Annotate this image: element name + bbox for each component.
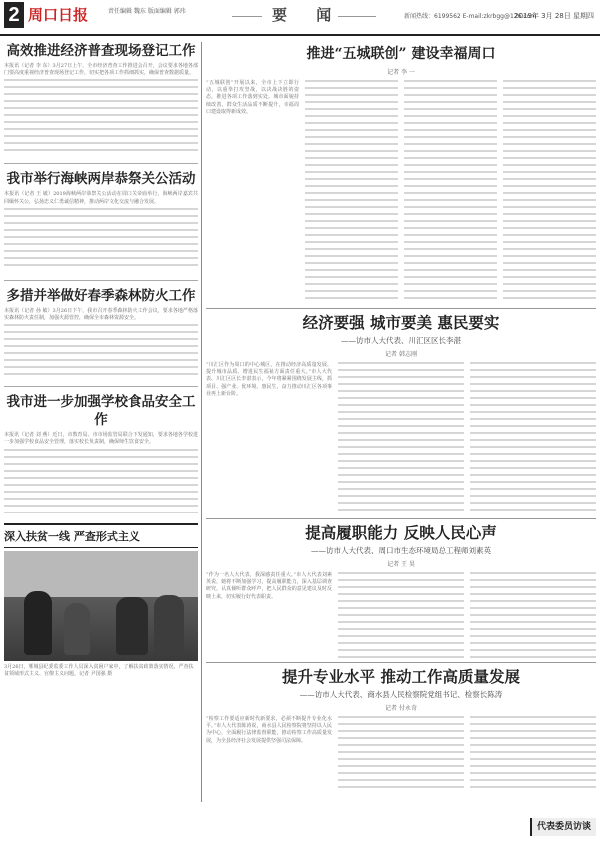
article-body: 本报讯（记者 刘 燕）近日，市教育局、市市场监管局联合下发通知，要求各地各学校进一步加强学校食品安全管理，落实校长负责制，确保师生饮食安全。 — [4, 432, 198, 446]
photo-person — [24, 591, 52, 655]
interview-chen-tao — [206, 667, 596, 788]
header-rule-left — [232, 16, 262, 17]
interview-text: “川汇区作为周口的中心城区，在推动经济高质量发展、提升城市品质、增进民生福祉方面责任重大。”市人大代表、川汇区区长李湛表示，今年将紧紧围绕发展主线，抓项目、强产业、优环境、惠民生，奋力推动川汇区各项事业再上新台阶。 — [206, 362, 332, 397]
interview-subtitle: ——访市人大代表、商水县人民检察院党组书记、检察长陈涛 — [299, 690, 503, 699]
column-filler — [338, 572, 464, 658]
article-forest-fire — [4, 287, 198, 376]
page-number: 2 — [4, 2, 24, 28]
article-title: 我市进一步加强学校食品安全工作 — [6, 394, 196, 429]
divider — [206, 518, 596, 519]
paper-name: 周口日报 — [28, 6, 89, 24]
article-text-filler — [4, 79, 198, 153]
lead-article — [206, 44, 596, 304]
divider — [206, 662, 596, 663]
article-body: 本报讯（记者 王 敏）2019海峡两岸恭祭关公活动在周口关帝庙举行，海峡两岸嘉宾共同缅怀关公，弘扬忠义仁勇诚信精神，推动两岸文化交流与融合发展。 — [4, 191, 198, 205]
interview-body — [206, 572, 596, 658]
column-filler — [470, 716, 596, 788]
interview-li-zhan — [206, 313, 596, 514]
interview-text: “作为一名人大代表，我深感责任重大。”市人大代表刘素英说，她将不断加强学习，提高履职能力，深入基层调查研究，认真倾听群众呼声，把人民群众的意见建议及时反映上来，切实履行好代表职责。 — [206, 572, 332, 600]
photo-title: 深入扶贫一线 严查形式主义 — [4, 523, 198, 548]
interview-liu-suying — [206, 523, 596, 658]
divider — [4, 280, 198, 281]
photo-person — [154, 595, 184, 655]
article-text-filler — [4, 449, 198, 513]
interview-title: 提高履职能力 反映人民心声 — [305, 523, 497, 542]
right-column — [206, 42, 596, 788]
header-rule-right — [338, 16, 376, 17]
article-body: 本报讯（记者 孙 敏）3月26日下午，我市召开春季森林防火工作会议，要求各地严格落实森林防火责任制，加强火源管控，确保全市森林资源安全。 — [4, 307, 198, 322]
hotline: 新闻热线：6199562 E-mail:zkrbgg@126.com — [404, 13, 537, 20]
column-divider — [201, 42, 202, 802]
lead-byline: 记者 李 一 — [387, 69, 415, 76]
interview-byline: 记者 王 昊 — [387, 561, 415, 568]
article-guan-gong — [4, 170, 198, 269]
left-column — [4, 42, 198, 678]
interview-title: 经济要强 城市要美 惠民要实 — [302, 313, 500, 332]
column-filler — [404, 80, 497, 304]
divider — [4, 163, 198, 164]
article-food-safety — [4, 393, 198, 512]
interview-title: 提升专业水平 推动工作高质量发展 — [282, 667, 520, 686]
photo-person — [116, 597, 148, 655]
article-census — [4, 42, 198, 153]
lead-text: “五城联创”开展以来，全市上下立即行动，以重拳打攻坚战，以决战决胜的姿态，推进各项工作落到实处。城市面貌持续改善，群众生活品质不断提升，幸福周口建设取得新成效。 — [206, 80, 299, 115]
news-photo — [4, 551, 198, 661]
column-filler — [470, 572, 596, 658]
page-header — [0, 0, 600, 36]
column-filler — [338, 716, 464, 788]
photo-news — [4, 523, 198, 678]
column-label: 代表委员访谈 — [530, 818, 596, 836]
article-title: 我市举行海峡两岸恭祭关公活动 — [6, 171, 196, 188]
editor-info: 责任编辑 魏东 版面编辑 郭玮 — [108, 8, 186, 15]
interview-text: “检察工作要适应新时代新要求，必须不断提升专业化水平。”市人大代表陈涛说，商水县人民检察院将坚持以人民为中心，全面履行法律监督职能，推动检察工作高质量发展，为全县经济社会发展提供坚强司法保障。 — [206, 716, 332, 744]
interview-body — [206, 716, 596, 788]
article-title: 多措并举做好春季森林防火工作 — [6, 287, 196, 304]
interview-byline: 记者 韩志刚 — [385, 351, 417, 358]
column-filler — [503, 80, 596, 304]
divider — [206, 308, 596, 309]
article-title: 高效推进经济普查现场登记工作 — [6, 43, 196, 59]
section-title: 要 闻 — [272, 6, 344, 24]
photo-caption: 3月26日，郸城县纪委监委工作人员深入贫困户家中，了解扶贫政策落实情况，严查扶贫领域形式主义、官僚主义问题。记者 尹国强 摄 — [4, 663, 194, 677]
article-body: 本报讯（记者 李 东）3月27日上午，全市经济普查工作推进会召开，会议要求各地各部门要高度重视经济普查现场登记工作，切实把各项工作抓细抓实，确保普查数据质量。 — [4, 63, 198, 77]
article-text-filler — [4, 208, 198, 270]
divider — [4, 386, 198, 387]
column-filler — [305, 80, 398, 304]
article-text-filler — [4, 324, 198, 376]
photo-wall — [4, 551, 198, 597]
column-filler — [470, 362, 596, 514]
lead-body — [206, 80, 596, 304]
interview-subtitle: ——访市人大代表、周口市生态环境局总工程师刘素英 — [311, 546, 491, 555]
photo-person — [64, 603, 90, 655]
column-filler — [338, 362, 464, 514]
lead-title: 推进“五城联创” 建设幸福周口 — [306, 46, 496, 62]
issue-date: 2019年 3月 28日 星期四 — [514, 12, 594, 20]
interview-byline: 记者 付永奇 — [385, 705, 417, 712]
interview-body — [206, 362, 596, 514]
interview-subtitle: ——访市人大代表、川汇区区长李湛 — [341, 336, 461, 345]
